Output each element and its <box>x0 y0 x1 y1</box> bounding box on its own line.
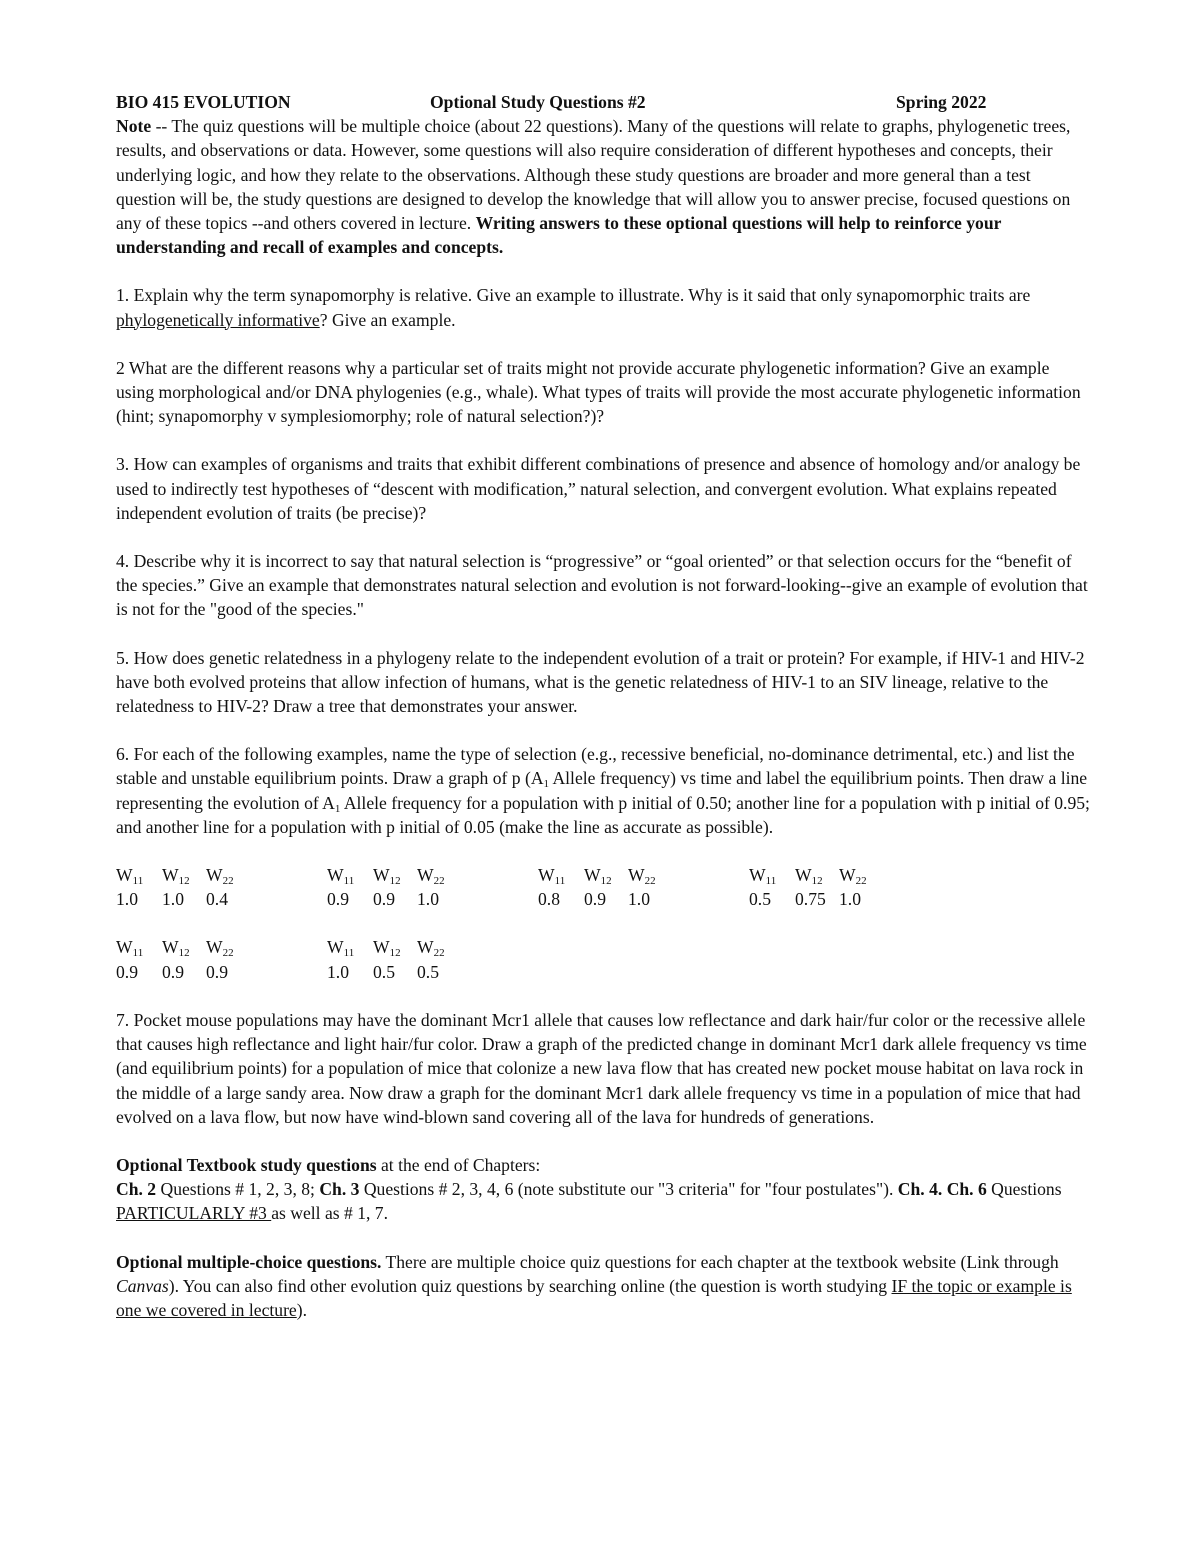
question-6-text: 6. For each of the following examples, name the type of selection (e.g., recessive beneficial, no-dominance detrimental, etc.) and list the stable and unstable equilibrium points. Draw a graph of p (A <box>116 744 1075 789</box>
fitness-table-row-1 <box>116 863 1091 911</box>
textbook-label: Optional Textbook study questions <box>116 1154 377 1175</box>
fitness-values: 0.9 0.9 1.0 <box>327 889 439 910</box>
document-header <box>116 90 1091 114</box>
question-4: 4. Describe why it is incorrect to say that natural selection is “progressive” or “goal oriented” or that selection occurs for the “benefit of the species.” Give an example that demonstrates natural selection and evolution is not forward-looking--give an example of evolution that is not for the "good of the species." <box>116 551 1088 620</box>
question-2: 2 What are the different reasons why a particular set of traits might not provide accurate phylogenetic information? Give an example using morphological and/or DNA phylogenies (e.g., whale). What types of traits will provide the most accurate phylogenetic information (hint; synapomorphy v symplesiomorphy; role of natural selection?)? <box>116 357 1081 427</box>
textbook-questions: Optional Textbook study questions at the end of Chapters: Ch. 2 Questions # 1, 2, 3, 8; Ch. 3 Questions # 2, 3, 4, 6 (note substitute our "3 criteria" for "four postulates"). Ch. 4. Ch. 6 Questions PARTICULARLY #3 as well as # 1, 7. <box>116 1154 1062 1224</box>
question-6-text-c: Allele frequency for a population with p initial of 0.50; another line for a population with p initial of 0.95; and another line for a population with p initial of 0.05 (make the line as accurate as possible). <box>116 792 1090 837</box>
document-page <box>116 90 1091 1346</box>
note-paragraph <box>116 114 1091 259</box>
particularly-underlined: PARTICULARLY #3 <box>116 1203 272 1224</box>
question-1-text: 1. Explain why the term synapomorphy is relative. Give an example to illustrate. Why is it said that only synapomorphic traits are <box>116 285 1031 306</box>
question-1 <box>116 283 1091 331</box>
question-3: 3. How can examples of organisms and traits that exhibit different combinations of presence and absence of homology and/or analogy be used to indirectly test hypotheses of “descent with modification,” natural selection, and convergent evolution. What explains repeated independent evolution of traits (be precise)? <box>116 454 1081 523</box>
canvas-italic: Canvas <box>116 1275 169 1296</box>
question-7: 7. Pocket mouse populations may have the dominant Mcr1 allele that causes low reflectance and dark hair/fur color or the recessive allele that causes high reflectance and light hair/fur color. Draw a graph of the predicted change in dominant Mcr1 dark allele frequency vs time (and equilibrium points) for a population of mice that colonize a new lava flow that has created new pocket mouse habitat on lava rock in the middle of a large sandy area. Now draw a graph for the dominant Mcr1 dark allele frequency vs time in a population of mice that had evolved on a lava flow, but now have wind-blown sand covering all of the lava for hundreds of generations. <box>116 1009 1087 1127</box>
question-6 <box>116 742 1091 839</box>
fitness-values: 0.5 0.75 1.0 <box>749 889 861 910</box>
fitness-group <box>538 863 749 911</box>
fitness-header: $W_{11}$ $W_{12}$ $W_{22}$ <box>116 865 234 888</box>
subscript: 1 <box>543 778 550 791</box>
fitness-group <box>327 863 538 911</box>
fitness-table-row-2 <box>116 935 1091 983</box>
fitness-values: 1.0 1.0 0.4 <box>116 889 228 910</box>
term-label: Spring 2022 <box>896 92 987 112</box>
note-text: -- The quiz questions will be multiple choice (about 22 questions). Many of the questions will relate to graphs, phylogenetic trees, results, and observations or data. However, some questions will also require consideration of different hypotheses and concepts, their underlying logic, and how they relate to the observations. Although these study questions are broader and more general than a test question will be, the study questions are designed to develop the knowledge that will allow you to answer precise, focused questions on any of these topics --and others covered in lecture. <box>116 116 1071 234</box>
fitness-values: 1.0 0.5 0.5 <box>327 961 439 982</box>
fitness-header: $W_{11}$ $W_{12}$ $W_{22}$ <box>327 865 445 888</box>
question-1-underlined: phylogenetically informative <box>116 309 320 330</box>
fitness-values: 0.9 0.9 0.9 <box>116 961 228 982</box>
fitness-header: $W_{11}$ $W_{12}$ $W_{22}$ <box>116 937 234 960</box>
mc-label: Optional multiple-choice questions. <box>116 1251 382 1272</box>
question-6-text-b: Allele frequency) vs time and label the equilibrium points. Then draw a line representing the evolution of A <box>116 768 1088 813</box>
fitness-group <box>749 863 960 911</box>
subscript: 1 <box>334 802 341 815</box>
multiple-choice-paragraph: Optional multiple-choice questions. There are multiple choice quiz questions for each chapter at the textbook website (Link through Canvas). You can also find other evolution quiz questions by searching online (the question is worth studying IF the topic or example is one we covered in lecture). <box>116 1251 1072 1320</box>
fitness-values: 0.8 0.9 1.0 <box>538 889 650 910</box>
fitness-header: $W_{11}$ $W_{12}$ $W_{22}$ <box>749 865 867 888</box>
fitness-header: $W_{11}$ $W_{12}$ $W_{22}$ <box>327 937 445 960</box>
question-5: 5. How does genetic relatedness in a phylogeny relate to the independent evolution of a trait or protein? For example, if HIV-1 and HIV-2 have both evolved proteins that allow infection of humans, what is the genetic relatedness of HIV-1 to an SIV lineage, relative to the relatedness to HIV-2? Draw a tree that demonstrates your answer. <box>116 647 1085 717</box>
document-title: Optional Study Questions #2 <box>430 92 646 112</box>
mc-underlined: IF the topic or example is one we covered in lecture <box>116 1275 1072 1320</box>
note-label: Note <box>116 116 152 137</box>
course-title: BIO 415 EVOLUTION <box>116 92 291 112</box>
fitness-group <box>116 935 327 983</box>
note-bold-text: Writing answers to these optional questions will help to reinforce your understanding and recall of examples and concepts. <box>116 213 1002 258</box>
question-1-tail: ? Give an example. <box>319 309 456 330</box>
fitness-group <box>327 935 538 983</box>
fitness-header: $W_{11}$ $W_{12}$ $W_{22}$ <box>538 865 656 888</box>
fitness-group <box>116 863 327 911</box>
